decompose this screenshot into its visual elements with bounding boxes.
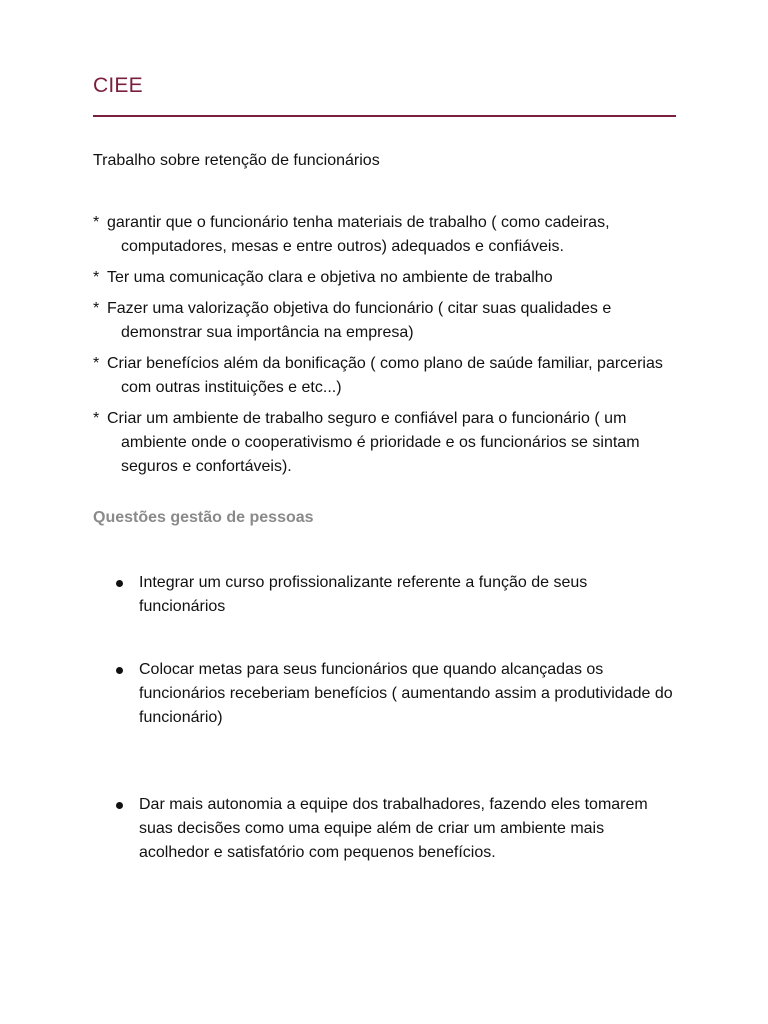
title-divider <box>93 115 676 117</box>
bullet-item <box>93 571 676 619</box>
list-item <box>93 352 676 400</box>
list-item-text: Fazer uma valorização objetiva do funcionário ( citar suas qualidades e demonstrar sua importância na empresa) <box>107 300 612 341</box>
list-item <box>93 211 676 259</box>
list-item-text: Criar benefícios além da bonificação ( como plano de saúde familiar, parcerias com outras instituições e etc...) <box>107 355 663 396</box>
document-subtitle: Trabalho sobre retenção de funcionários <box>93 152 380 169</box>
asterisk-marker: * <box>93 214 100 231</box>
list-item-text: garantir que o funcionário tenha materiais de trabalho ( como cadeiras, computadores, mesas e entre outros) adequados e confiáveis. <box>107 214 610 255</box>
document-title: CIEE <box>93 74 143 97</box>
retention-list <box>93 211 676 486</box>
asterisk-marker: * <box>93 410 100 427</box>
bullet-item-text: Integrar um curso profissionalizante referente a função de seus funcionários <box>139 574 588 615</box>
bullet-item <box>93 793 676 865</box>
bullet-item-text: Colocar metas para seus funcionários que quando alcançadas os funcionários receberiam benefícios ( aumentando assim a produtividade do funcionário) <box>139 661 673 726</box>
asterisk-marker: * <box>93 269 100 286</box>
asterisk-marker: * <box>93 355 100 372</box>
asterisk-marker: * <box>93 300 100 317</box>
list-item <box>93 297 676 345</box>
bullet-dot-icon <box>116 667 123 674</box>
bullet-list-1 <box>93 571 676 619</box>
bullet-list-3 <box>93 793 676 865</box>
bullet-item-text: Dar mais autonomia a equipe dos trabalhadores, fazendo eles tomarem suas decisões como uma equipe além de criar um ambiente mais acolhedor e satisfatório com pequenos benefícios. <box>139 796 648 861</box>
bullet-dot-icon <box>116 580 123 587</box>
list-item-text: Ter uma comunicação clara e objetiva no ambiente de trabalho <box>107 269 553 286</box>
section-heading: Questões gestão de pessoas <box>93 509 314 526</box>
bullet-dot-icon <box>116 802 123 809</box>
bullet-list-2 <box>93 658 676 730</box>
list-item <box>93 407 676 479</box>
bullet-item <box>93 658 676 730</box>
list-item-text: Criar um ambiente de trabalho seguro e confiável para o funcionário ( um ambiente onde o cooperativismo é prioridade e os funcionários se sintam seguros e confortáveis). <box>107 410 640 475</box>
list-item <box>93 266 676 290</box>
